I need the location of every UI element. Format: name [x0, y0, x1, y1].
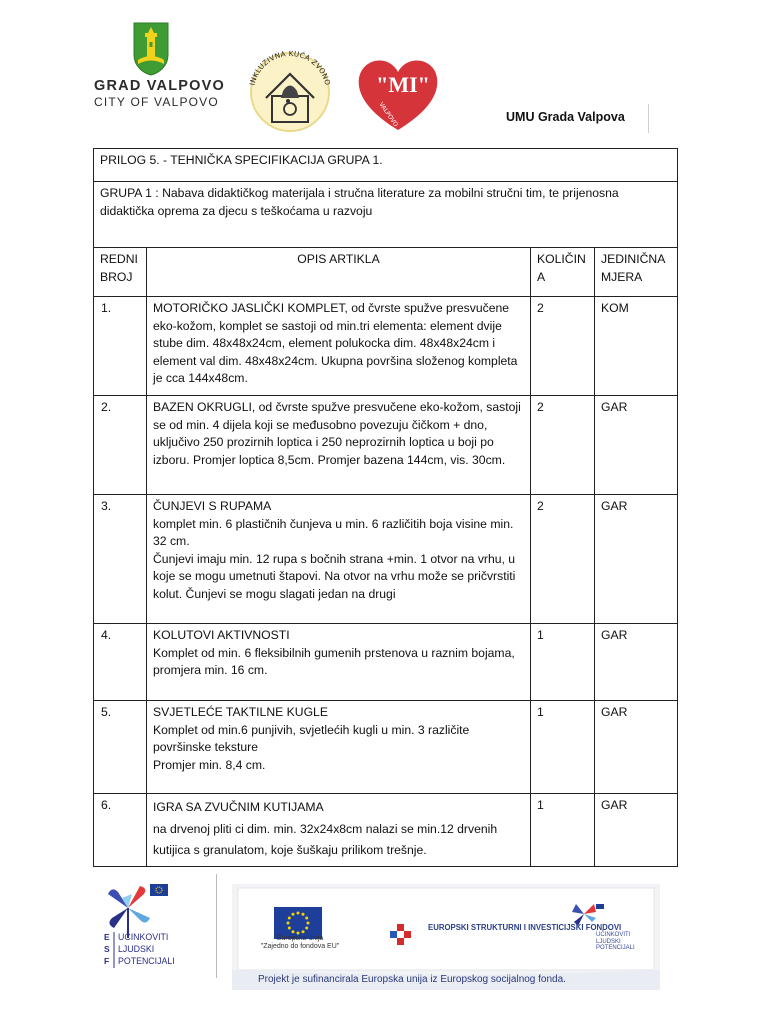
column-header-kolicina: KOLIČIN A — [537, 252, 586, 284]
esf-letter-e: E — [104, 932, 110, 942]
item-description: ČUNJEVI S RUPAMA komplet min. 6 plastičnih čunjeva u min. 6 različitih boja visine min. 32 cm. Čunjevi imaju min. 12 rupa s bočnih strana +min. 1 otvor na vrhu, u koje se mogu umetnuti štapovi. Na otvor na vrhu može se pričvrstiti kolut. Čunjevi se mogu slagati jedan na drugi — [153, 499, 516, 601]
item-number: 4. — [94, 624, 147, 701]
house-logo-label: INKLUZIVNA KUĆA ZVONO — [247, 48, 333, 87]
organization-name: UMU Grada Valpova — [506, 110, 625, 124]
svg-text:UČINKOVITI LJUDSKI POT — [118, 932, 175, 966]
item-unit: GAR — [595, 794, 678, 867]
item-quantity: 2 — [531, 396, 595, 495]
annex-title: PRILOG 5. - TEHNIČKA SPECIFIKACIJA GRUPA 1. — [94, 149, 678, 182]
item-number: 3. — [94, 495, 147, 624]
esf-letter-f: F — [104, 956, 110, 966]
city-subtitle: CITY OF VALPOVO — [94, 95, 219, 109]
item-quantity: 1 — [531, 701, 595, 794]
table-row — [94, 297, 678, 396]
esf-line-3: POTENCIJALI — [118, 956, 175, 966]
table-row — [94, 495, 678, 624]
project-cofinancing-note: Projekt je sufinancirala Europska unija iz Europskog socijalnog fonda. — [258, 974, 566, 985]
item-description: IGRA SA ZVUČNIM KUTIJAMA na drvenoj pliti ci dim. min. 32x24x8cm nalazi se min.12 drvenih kutijica s granulatom, koje šuškaju prilikom trešnje. — [153, 800, 498, 857]
item-unit: GAR — [595, 701, 678, 794]
column-header-redni: REDNI BROJ — [100, 252, 138, 284]
item-unit: GAR — [595, 396, 678, 495]
item-quantity: 2 — [531, 495, 595, 624]
item-quantity: 1 — [531, 624, 595, 701]
valpovo-crest-logo — [133, 22, 169, 76]
item-number: 5. — [94, 701, 147, 794]
table-row — [94, 794, 678, 867]
item-unit: KOM — [595, 297, 678, 396]
item-unit: GAR — [595, 624, 678, 701]
mi-valpovo-heart-logo — [355, 54, 441, 134]
group-description-row — [94, 182, 678, 248]
item-quantity: 1 — [531, 794, 595, 867]
table-row — [94, 624, 678, 701]
group-description: GRUPA 1 : Nabava didaktičkog materijala i stručna literature za mobilni stručni tim, te prijenosna didaktička oprema za djecu s teškoćama u razvoju — [94, 182, 678, 248]
svg-text:E S F — [104, 932, 112, 966]
heart-logo-sub: VALPOVO — [377, 101, 400, 129]
esf-letter-s: S — [104, 944, 110, 954]
table-row — [94, 396, 678, 495]
item-unit: GAR — [595, 495, 678, 624]
item-number: 1. — [94, 297, 147, 396]
esf-line-1: UČINKOVITI — [118, 932, 169, 942]
esf-line-2: LJUDSKI — [118, 944, 155, 954]
item-description: BAZEN OKRUGLI, od čvrste spužve presvučene eko-kožom, sastoji se od min. 4 dijela koji se međusobno povezuju čičkom + dno, uključivo 250 prozirnih loptica i 250 neprozirnih loptica u boji po izboru. Promjer loptica 8,5cm. Promjer bazena 144cm, vis. 30cm. — [153, 400, 521, 467]
item-description: SVJETLEĆE TAKTILNE KUGLE Komplet od min.6 punjivih, svjetlećih kugli u min. 3 različite površinske teksture Promjer min. 8,4 cm. — [153, 705, 470, 772]
column-header-opis: OPIS ARTIKLA — [297, 252, 380, 266]
mini-esf-label: UČINKOVITI LJUDSKI POTENCIJALI — [596, 932, 635, 951]
esf-logo — [92, 874, 216, 980]
item-number: 2. — [94, 396, 147, 495]
inclusive-house-logo — [244, 46, 336, 132]
eu-caption: Europska unija "Zajedno do fondova EU" — [260, 935, 340, 950]
annex-title-row — [94, 149, 678, 182]
header-divider — [648, 104, 649, 133]
pinwheel-icon — [108, 886, 150, 938]
city-title: GRAD VALPOVO — [94, 78, 225, 94]
column-header-jedinicna: JEDINIČNA MJERA — [601, 252, 666, 284]
table-row — [94, 701, 678, 794]
item-number: 6. — [94, 794, 147, 867]
heart-logo-main: "MI" — [376, 72, 430, 97]
item-description: KOLUTOVI AKTIVNOSTI Komplet od min. 6 fleksibilnih gumenih prstenova u raznim bojama, promjera min. 16 cm. — [153, 628, 515, 677]
footer-divider — [216, 874, 217, 978]
specification-table — [93, 148, 678, 867]
column-header-row — [94, 248, 678, 297]
item-description: MOTORIČKO JASLIČKI KOMPLET, od čvrste spužve presvučene eko-kožom, komplet se sastoji od min.tri elementa: element dvije stube dim. 48x48x24cm, element polukocka dim. 48x48x24cm i element val dim. 48x48x24cm. Ukupna površina složenog kompleta je cca 144x48cm. — [153, 301, 518, 385]
eu-funds-label: EUROPSKI STRUKTURNI I INVESTICIJSKI FONDOVI — [428, 923, 622, 932]
item-quantity: 2 — [531, 297, 595, 396]
